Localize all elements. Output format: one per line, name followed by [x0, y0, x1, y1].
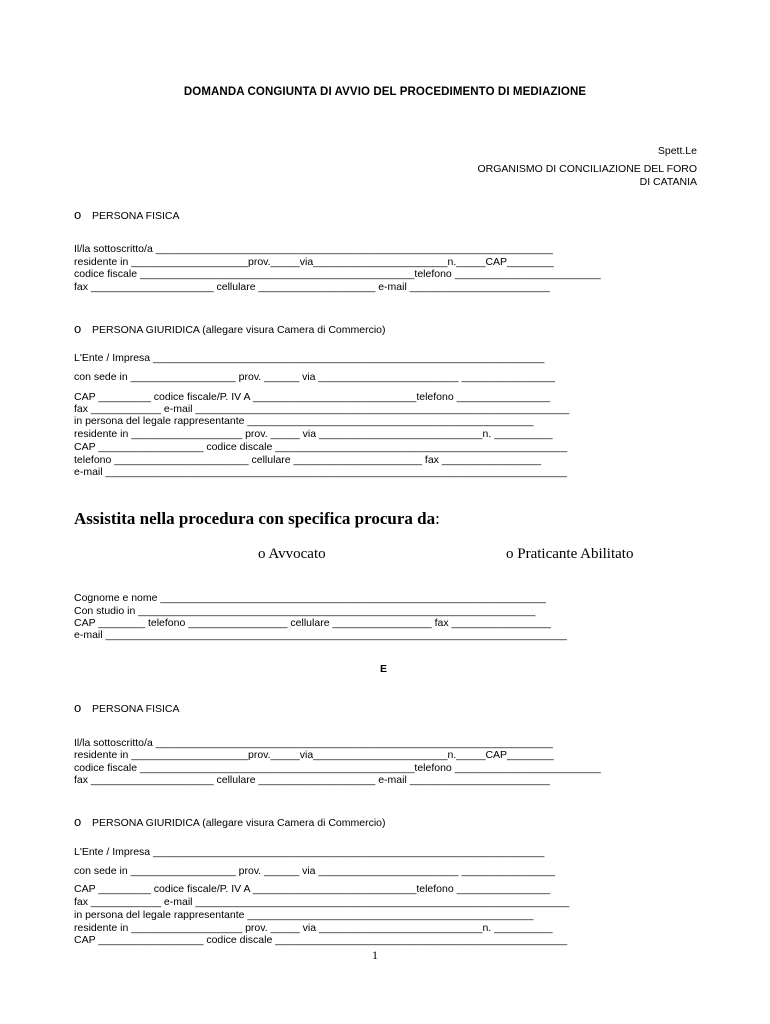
addressee-line2: ORGANISMO DI CONCILIAZIONE DEL FORO: [477, 163, 697, 175]
field-ente-1[interactable]: L'Ente / Impresa ___________________________________________________________________: [74, 352, 545, 364]
checkbox-persona-giuridica-2[interactable]: o: [74, 814, 82, 829]
field-legale-rapp-2[interactable]: in persona del legale rappresentante _________________________________________________: [74, 909, 534, 921]
assist-heading: [74, 509, 440, 529]
option-praticante-abilitato[interactable]: o Praticante Abilitato: [506, 546, 634, 562]
field-cap-cf-2[interactable]: CAP _________ codice fiscale/P. IV A ____________________________telefono ________________: [74, 883, 551, 895]
field-studio[interactable]: Con studio in ____________________________________________________________________: [74, 605, 536, 617]
checkbox-persona-giuridica-1[interactable]: o: [74, 321, 82, 336]
field-cap-telefono-assist[interactable]: CAP ________ telefono _________________ cellulare _________________ fax _________________: [74, 617, 551, 629]
checkbox-persona-fisica-2[interactable]: o: [74, 700, 82, 715]
field-fax-2[interactable]: fax _____________________ cellulare ____________________ e-mail ________________________: [74, 774, 550, 786]
checkbox-persona-fisica-1[interactable]: o: [74, 207, 82, 222]
field-residente-1[interactable]: residente in ____________________prov._____via_______________________n._____CAP________: [74, 256, 554, 268]
label-persona-giuridica-2: PERSONA GIURIDICA (allegare visura Camera di Commercio): [92, 817, 386, 829]
label-persona-fisica-1: PERSONA FISICA: [92, 210, 180, 222]
field-cap-cdiscale-2[interactable]: CAP __________________ codice discale __________________________________________________: [74, 934, 568, 946]
field-residente-pg-2[interactable]: residente in ___________________ prov. _____ via ____________________________n. __________: [74, 922, 553, 934]
field-fax-email-2[interactable]: fax ____________ e-mail ________________________________________________________________: [74, 896, 570, 908]
field-fax-1[interactable]: fax _____________________ cellulare ____________________ e-mail ________________________: [74, 281, 550, 293]
field-email-1[interactable]: e-mail _______________________________________________________________________________: [74, 466, 567, 478]
addressee-line1: Spett.Le: [657, 145, 697, 157]
option-avvocato[interactable]: o Avvocato: [258, 546, 326, 562]
field-sottoscritto-1[interactable]: Il/la sottoscritto/a ____________________________________________________________________: [74, 243, 553, 255]
field-sede-1[interactable]: con sede in __________________ prov. ______ via ________________________ ________________: [74, 371, 555, 383]
field-email-assist[interactable]: e-mail _______________________________________________________________________________: [74, 629, 567, 641]
field-ente-2[interactable]: L'Ente / Impresa ___________________________________________________________________: [74, 846, 545, 858]
field-residente-pg-1[interactable]: residente in ___________________ prov. _____ via ____________________________n. __________: [74, 428, 553, 440]
addressee-line3: DI CATANIA: [639, 176, 697, 188]
field-cap-cf-1[interactable]: CAP _________ codice fiscale/P. IV A ____________________________telefono ________________: [74, 391, 551, 403]
field-cognome-nome[interactable]: Cognome e nome __________________________________________________________________: [74, 592, 546, 604]
document-title: DOMANDA CONGIUNTA DI AVVIO DEL PROCEDIMENTO DI MEDIAZIONE: [183, 86, 587, 98]
field-legale-rapp-1[interactable]: in persona del legale rappresentante _________________________________________________: [74, 415, 534, 427]
field-sottoscritto-2[interactable]: Il/la sottoscritto/a ____________________________________________________________________: [74, 737, 553, 749]
assist-heading-text: Assistita nella procedura con specifica procura da: [74, 509, 436, 528]
label-persona-giuridica-1: PERSONA GIURIDICA (allegare visura Camera di Commercio): [92, 324, 386, 336]
field-residente-2[interactable]: residente in ____________________prov._____via_______________________n._____CAP________: [74, 749, 554, 761]
assist-heading-colon: :: [435, 509, 440, 528]
field-codice-fiscale-1[interactable]: codice fiscale _______________________________________________telefono _________________________: [74, 268, 601, 280]
field-fax-email-1[interactable]: fax ____________ e-mail ________________________________________________________________: [74, 403, 570, 415]
field-sede-2[interactable]: con sede in __________________ prov. ______ via ________________________ ________________: [74, 865, 555, 877]
field-codice-fiscale-2[interactable]: codice fiscale _______________________________________________telefono _________________________: [74, 762, 601, 774]
page-number: 1: [372, 948, 378, 962]
field-telefono-1[interactable]: telefono _______________________ cellulare ______________________ fax _________________: [74, 454, 542, 466]
field-cap-cdiscale-1[interactable]: CAP __________________ codice discale __________________________________________________: [74, 441, 568, 453]
label-persona-fisica-2: PERSONA FISICA: [92, 703, 180, 715]
separator-e: E: [380, 663, 388, 675]
